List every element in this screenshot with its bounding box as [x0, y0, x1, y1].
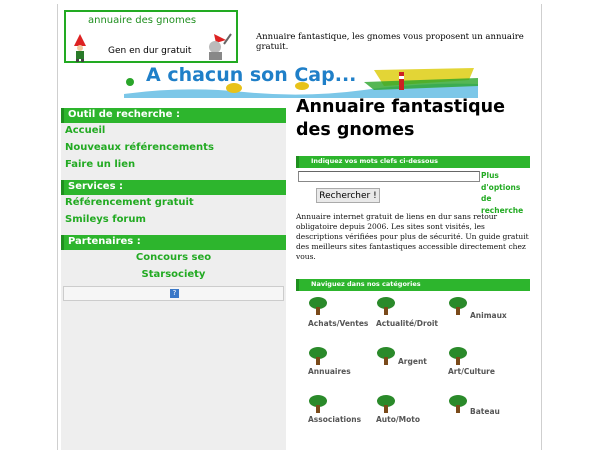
sidebar-section-search-tools: Outil de recherche :	[61, 108, 286, 123]
tree-icon	[448, 347, 468, 365]
tree-icon	[308, 395, 328, 413]
knight-icon	[200, 32, 232, 62]
page-frame	[57, 4, 542, 450]
search-button[interactable]: Rechercher !	[316, 188, 380, 203]
category-link-achats-ventes[interactable]: Achats/Ventes	[308, 319, 369, 328]
cap-banner	[124, 64, 478, 98]
partner-badge-icon[interactable]: ?	[170, 289, 179, 298]
gnome-icon	[72, 34, 88, 62]
site-tagline: Annuaire fantastique, les gnomes vous proposent un annuaire gratuit.	[256, 32, 524, 52]
category-link-animaux[interactable]: Animaux	[470, 311, 507, 320]
category-link-bateau[interactable]: Bateau	[470, 407, 500, 416]
categories-section-bar: Naviguez dans nos catégories	[296, 279, 530, 291]
sidebar-link-free-listing[interactable]: Référencement gratuit	[65, 197, 194, 208]
search-input[interactable]	[298, 171, 480, 182]
tree-icon	[376, 297, 396, 315]
tree-icon	[448, 395, 468, 413]
search-section-bar: Indiquez vos mots clefs ci-dessous	[296, 156, 530, 168]
banner-text: A chacun son Cap...	[146, 64, 357, 86]
sidebar-section-partners: Partenaires :	[61, 235, 286, 250]
sidebar-link-starsociety[interactable]: Starsociety	[141, 269, 206, 280]
search-form	[296, 168, 530, 215]
category-link-art-culture[interactable]: Art/Culture	[448, 367, 495, 376]
logo-title: annuaire des gnomes	[88, 15, 197, 26]
tree-icon	[376, 347, 396, 365]
tree-icon	[308, 347, 328, 365]
category-link-associations[interactable]: Associations	[308, 415, 362, 424]
site-logo[interactable]	[64, 10, 238, 63]
main-content	[296, 96, 530, 441]
logo-subtitle: Gen en dur gratuit	[108, 46, 192, 56]
category-link-auto-moto[interactable]: Auto/Moto	[376, 415, 420, 424]
page-title: Annuaire fantastique des gnomes	[296, 97, 506, 140]
site-description: Annuaire internet gratuit de liens en dur sans retour obligatoire depuis 2006. Les sites sont visités, les descriptions vérifiées pour plus de sécurité. Un guide gratuit des meilleurs sites fantastiques accessible directement chez vous.	[296, 212, 529, 261]
sidebar-link-accueil[interactable]: Accueil	[65, 125, 106, 136]
category-link-actualite-droit[interactable]: Actualité/Droit	[376, 319, 439, 328]
sidebar-section-services: Services :	[61, 180, 286, 195]
sidebar-link-concours-seo[interactable]: Concours seo	[135, 252, 212, 263]
sidebar-link-new-listings[interactable]: Nouveaux référencements	[65, 142, 214, 153]
categories-grid	[296, 291, 530, 441]
tree-icon	[308, 297, 328, 315]
category-link-argent[interactable]: Argent	[398, 357, 427, 366]
category-link-annuaires[interactable]: Annuaires	[308, 367, 351, 376]
sidebar	[61, 108, 286, 450]
tree-icon	[376, 395, 396, 413]
sidebar-link-smileys-forum[interactable]: Smileys forum	[65, 214, 146, 225]
more-search-options-link[interactable]: Plus d'options de recherche	[481, 171, 524, 215]
tree-icon	[448, 297, 468, 315]
sidebar-link-make-link[interactable]: Faire un lien	[65, 159, 136, 170]
partner-badge-box	[63, 286, 284, 301]
